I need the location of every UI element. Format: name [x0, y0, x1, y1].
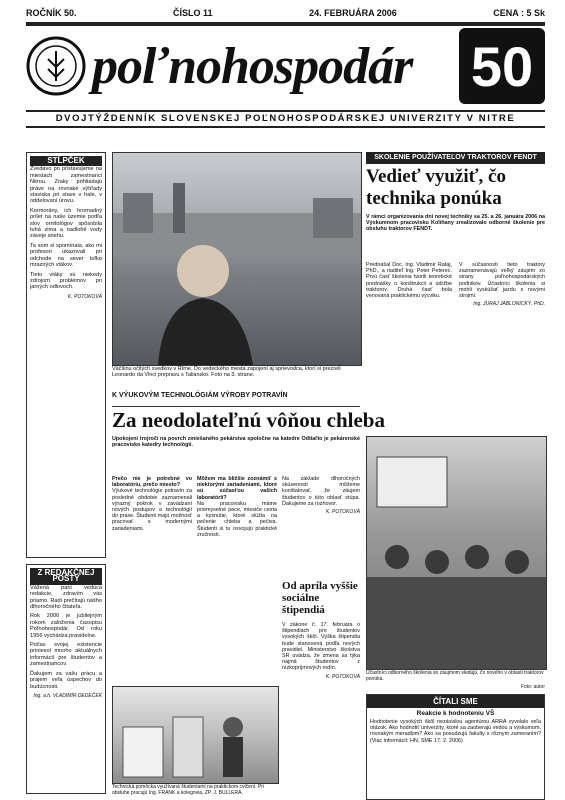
redakcia-paragraph: Počas svojej existencie priniesol mnoho aktuálnych informácií pre študentov a zamestnancov.	[30, 642, 102, 668]
stlpcek-box	[26, 152, 106, 558]
logo	[26, 30, 486, 102]
grants-body: V zákone č. 17. februára o štipendiách pre študentov vysokých škôl. Výška štipendia bude stanovená podľa nových pravidiel. Ministerstvo školstva SR uvádza, že zmena sa týka najmä študentov z nízkopríjmových rodín.	[282, 622, 360, 672]
issue-info-bar	[26, 6, 545, 20]
training-headline: Vedieť využiť, čo technika ponúka	[366, 166, 506, 209]
issue-price: CENA : 5 Sk	[493, 8, 545, 18]
bread-text-2: Na pracovisku máme priemyselné pece, miesiče cesta a kysnutie, ktoré slúžia na pečenie chleba a pečiva. Študenti si tu osvojujú praktické zručnosti.	[197, 500, 277, 538]
training-photo-credit: Foto: autor	[520, 684, 545, 690]
bread-question-1: Prečo nie je potrebné vo laboratóriu, prečo miesto?	[112, 476, 192, 489]
bread-text-3: Na základe dlhoročných skúseností môžeme konštatovať, že záujem študentov o túto oblasť stúpa. Ďakujeme za rozhovor.	[282, 476, 360, 507]
grants-headline: Od apríla vyššie sociálne štipendiá	[282, 580, 358, 616]
training-lead: V rámci organizovania dní novej techniky sa 25. a 26. januára 2006 na Výskumnom pracovisku Kolíňany zrealizovalo odborné školenie pre obsluhu traktorov FENDT.	[366, 214, 545, 233]
redakcia-paragraph: Ďakujem za vašu prácu a prajem veľa úspechov do budúcnosti.	[30, 670, 102, 690]
bread-lead: Upokojení trojročí na povrch zmiešaného pekárstva spoločne na katedre Odtiaľto je pekárenské pracovisko katedry technológií.	[112, 436, 360, 449]
grants-author: K. POTOKOVÁ	[325, 673, 360, 680]
left-column	[26, 152, 106, 800]
stlpcek-author: K. POTOKOVÁ	[67, 293, 102, 300]
training-column-1: Prednášal Doc. Ing. Vladimír Rataj, PhD., a riaditeľ Ing. Peter Peterec. Prvú časť školenia tvorili teoretické prednášky o konštrukcii a údržbe traktorov. Druhá časť bola venovaná praktickému výcviku.	[366, 262, 452, 300]
anniversary-badge: 50	[459, 28, 545, 104]
bread-kicker: K VÝUKOVÝM TECHNOLÓGIÁM VÝROBY POTRAVÍN	[112, 392, 360, 407]
training-photo	[366, 436, 547, 670]
bread-question-2: Môžem ma bližšie zoznámiť s niektorými zariadeniami, ktoré sú súčasťou vašich laboratórií?	[197, 476, 277, 501]
masthead	[26, 22, 545, 124]
citali-box	[366, 694, 545, 800]
newspaper-subtitle: DVOJTÝŽDENNÍK SLOVENSKEJ POĽNOHOSPODÁRSKEJ UNIVERZITY V NITRE	[26, 110, 545, 128]
bread-column-3	[282, 476, 360, 576]
citali-heading: ČÍTALI SME	[367, 695, 544, 708]
redakcia-heading: Z REDAKČNEJ POŠTY	[30, 568, 102, 585]
university-emblem-icon	[26, 33, 86, 99]
training-author: Ing. JURAJ JABLONICKÝ, PhD.	[473, 301, 545, 308]
citali-subheading: Reakcie k hodnoteniu VŠ	[416, 710, 495, 717]
issue-date: 24. FEBRUÁRA 2006	[309, 8, 397, 18]
bread-photo	[112, 686, 279, 784]
newspaper-title: poľnohospodár	[92, 37, 413, 95]
bread-column-1	[112, 476, 192, 684]
bread-photo-caption: Technická pomôcka využívaná študentami na praktickom cvičení. Pri obsluhe pracujú Ing. FRANK a kolegovia, ZP. J. BULLERA.	[112, 784, 265, 796]
training-audience-photo-icon	[367, 437, 546, 669]
stlpcek-paragraph: Kormorány, ich hromadný prílet na naše územie podľa slov ornitológov spôsobila tuhá zima a nadlohé vody záveje snehu.	[30, 207, 102, 240]
citali-text: Hodnotenie vysokých škôl nezávislou agentúrou ARRA vyvolalo veľa otázok. Ako hodnotiť univerzity, ktoré sa zaoberajú vedou a výskumom, rovnakým meradlom? Ako sa posudzujú fakulty s rôznym zameraním? (Viac informácií: HN, SME 17. 2. 2006)	[370, 719, 541, 744]
redakcia-box	[26, 564, 106, 794]
grants-text	[282, 622, 360, 786]
training-kicker: SKOLENIE POUŽÍVATEĽOV TRAKTOROV FENDT	[366, 152, 545, 164]
stlpcek-paragraph: Tieto vtáky sú niekedy zdrojom problémov pri jarných odlovoch.	[30, 271, 102, 291]
redakcia-author: Ing. a.h. VLADIMÍR DEDEČEK	[33, 692, 102, 699]
bread-column-2	[197, 476, 277, 684]
main-photo-caption: Väčšinu očitých svedkov v Ríme. Do vedeckého mesta zapojení aj sprievodca, ktorí si prezreli Leonardo da Vinci prepravu s Taliansko. Foto na 3. strane.	[112, 366, 341, 378]
lab-equipment-photo-icon	[113, 687, 278, 783]
training-column-2	[459, 262, 545, 432]
redakcia-paragraph: Vážená pani vedúca redakcie, zdravím vás priamo. Radi prečítajú nášho dlhoročného čitateľa.	[30, 584, 102, 611]
stlpcek-paragraph: Ta som si spomínala, ako mi profesori ukazovali pri odchode na sever toľko mrazných vtákov.	[30, 242, 102, 269]
bread-author: K. POTOKOVÁ	[325, 509, 360, 516]
main-photo	[112, 152, 362, 366]
training-photo-caption: Účastníci odborného školenia so záujmom sledujú, čo nového v oblasti traktorov ponúka.	[366, 670, 544, 682]
training-text-2: V súčasnosti tieto traktory zaznamenávajú veľký záujem zo strany poľnohospodárskych podnikov. Účastníci školenia si mohli vyskúšať jazdu s novými strojmi.	[459, 262, 545, 300]
masthead-top-rule	[26, 22, 545, 26]
stlpcek-heading: STĹPČEK	[30, 156, 102, 166]
stlpcek-paragraph: Zvedavo po pristavujeme na miestach zamestnanci Nitrou. Zraky prihliadajú práve na rovnaké výhľady staviska pri stave v hale, v oddelovaní úrovu.	[30, 166, 102, 205]
redakcia-paragraph: Rok 2006 je jubilejným rokom založenia časopisu Poľnohospodár. Od roku 1956 vychádza pravidelne.	[30, 613, 102, 639]
volume-label: ROČNÍK 50.	[26, 8, 77, 18]
bread-headline: Za neodolateľnú vôňou chleba	[112, 408, 385, 432]
bread-text-1: Výukové technológie potravín za posledné obdobie zaznamenali výrazný pokrok v zavádzaní nových postupov a technológií do praxe. Študenti majú možnosť pracovať s modernými zariadeniami.	[112, 488, 192, 532]
man-in-rome-photo-icon	[113, 153, 361, 365]
issue-number: ČÍSLO 11	[173, 8, 213, 18]
